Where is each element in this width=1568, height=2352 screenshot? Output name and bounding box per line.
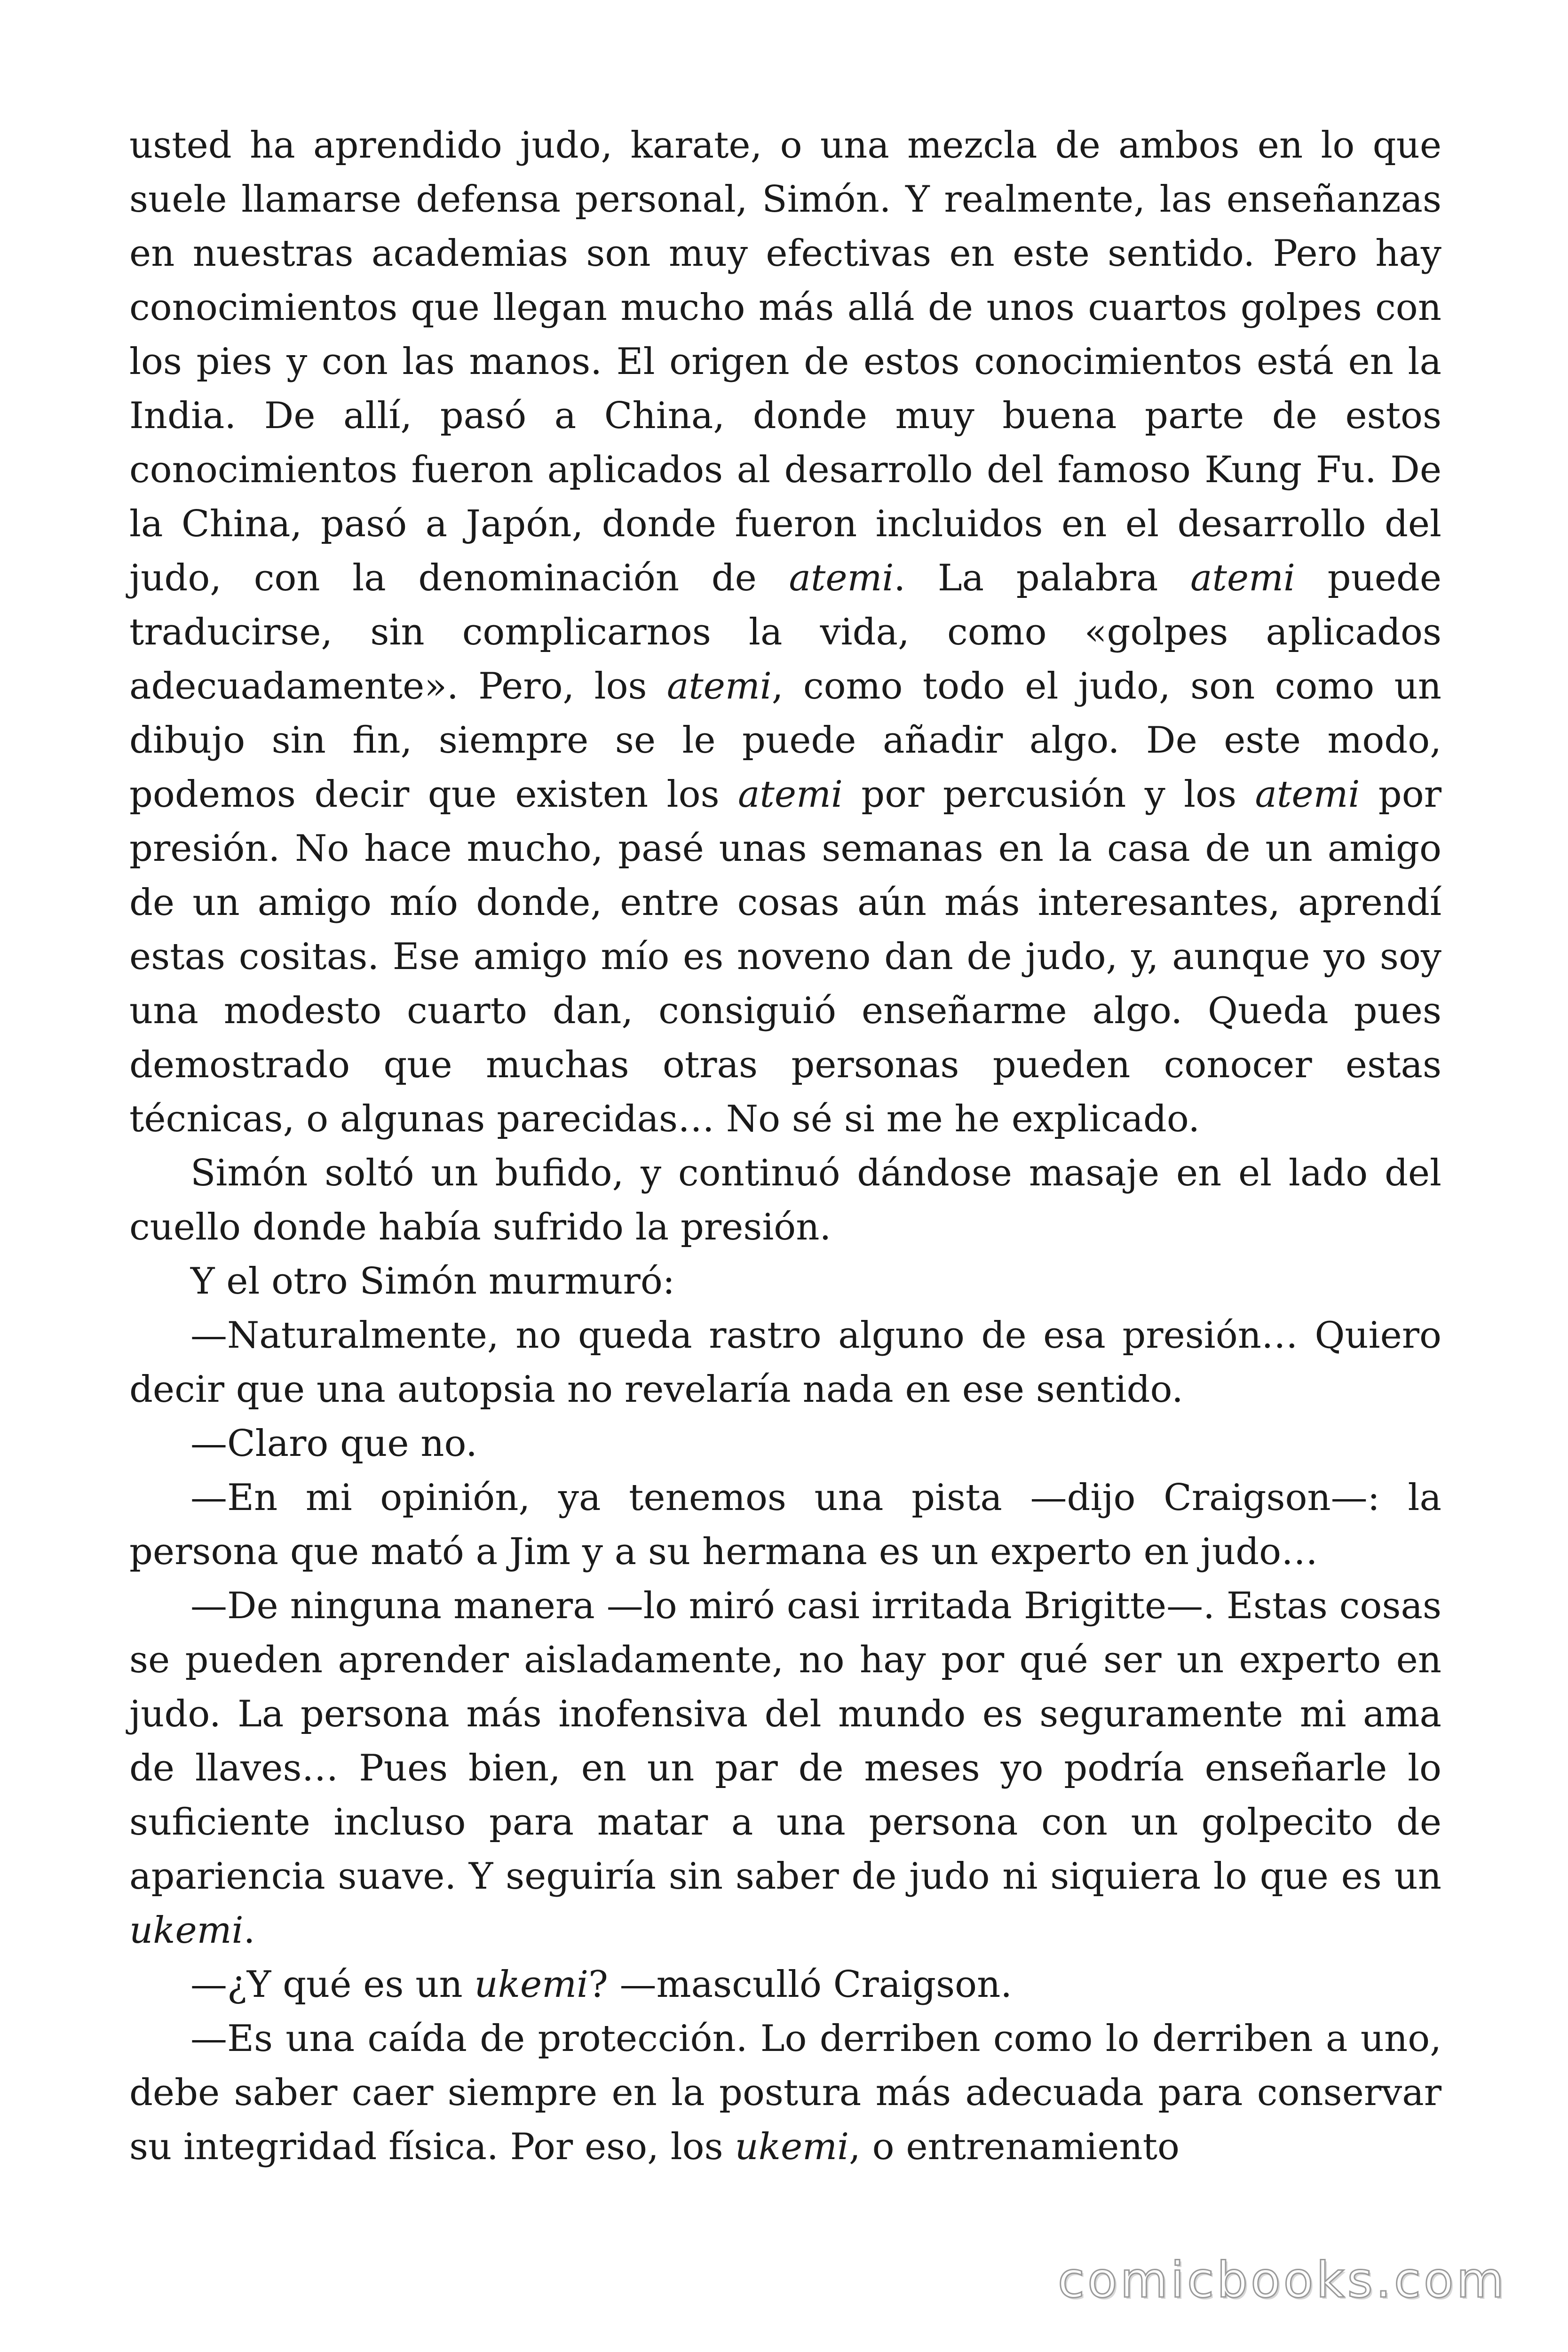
text-run: —En mi opinión, ya tenemos una pista —dijo Craigson—: la persona que mató a Jim y a su hermana es un experto en judo… (129, 1477, 1441, 1573)
paragraph (129, 1579, 1441, 1958)
paragraph (129, 1958, 1441, 2012)
paragraph (129, 1471, 1441, 1579)
text-run: . (243, 1909, 255, 1952)
italic-term: atemi (738, 773, 843, 816)
italic-term: ukemi (735, 2126, 849, 2168)
text-run: , o entrenamiento (849, 2126, 1180, 2168)
text-run: Y el otro Simón murmuró: (190, 1260, 675, 1303)
text-run: —Naturalmente, no queda rastro alguno de esa presión… Quiero decir que una autopsia no revelaría nada en ese sentido. (129, 1314, 1441, 1411)
italic-term: atemi (789, 557, 894, 599)
text-run: Simón soltó un bufido, y continuó dándose masaje en el lado del cuello donde había sufrido la presión. (129, 1152, 1441, 1248)
paragraph (129, 1146, 1441, 1255)
text-run: puede traducirse, sin complicarnos la vida, como «golpes aplicados adecuadamente». Pero, los (129, 557, 1441, 707)
paragraph (129, 1309, 1441, 1417)
watermark: comicbooks.com (1057, 2251, 1507, 2309)
italic-term: ukemi (474, 1963, 589, 2006)
text-run: —De ninguna manera —lo miró casi irritada Brigitte—. Estas cosas se pueden aprender aisladamente, no hay por qué ser un experto en judo. La persona más inofensiva del mundo es seguramente mi ama de llaves… Pues bien, en un par de meses yo podría enseñarle lo suficiente incluso para matar a una persona con un golpecito de apariencia suave. Y seguiría sin saber de judo ni siquiera lo que es un (129, 1585, 1441, 1898)
text-run: —¿Y qué es un (190, 1963, 475, 2006)
text-run: ? —masculló Craigson. (588, 1963, 1013, 2006)
text-run: por percusión y los (842, 773, 1255, 816)
italic-term: atemi (666, 665, 772, 707)
italic-term: ukemi (129, 1909, 244, 1952)
text-run: . La palabra (894, 557, 1191, 599)
paragraph (129, 1417, 1441, 1471)
text-run: usted ha aprendido judo, karate, o una mezcla de ambos en lo que suele llamarse defensa personal, Simón. Y realmente, las enseñanzas en nuestras academias son muy efectivas en este sentido. Pero hay conocimientos que llegan mucho más allá de unos cuartos golpes con los pies y con las manos. El origen de estos conocimientos está en la India. De allí, pasó a China, donde muy buena parte de estos conocimientos fueron aplicados al desarrollo del famoso Kung Fu. De la China, pasó a Japón, donde fueron incluidos en el desarrollo del judo, con la denominación de (129, 124, 1441, 599)
text-run: —Claro que no. (190, 1422, 477, 1465)
page-body (129, 119, 1441, 2174)
italic-term: atemi (1255, 773, 1360, 816)
text-run: , como todo el judo, son como un dibujo sin fin, siempre se le puede añadir algo. De este modo, podemos decir que existen los (129, 665, 1441, 816)
text-run: —Es una caída de protección. Lo derriben como lo derriben a uno, debe saber caer siempre en la postura más adecuada para conservar su integridad física. Por eso, los (129, 2018, 1441, 2168)
italic-term: atemi (1190, 557, 1295, 599)
paragraph (129, 119, 1441, 1146)
text-run: por presión. No hace mucho, pasé unas semanas en la casa de un amigo de un amigo mío donde, entre cosas aún más interesantes, aprendí estas cositas. Ese amigo mío es noveno dan de judo, y, aunque yo soy una modesto cuarto dan, consiguió enseñarme algo. Queda pues demostrado que muchas otras personas pueden conocer estas técnicas, o algunas parecidas… No sé si me he explicado. (129, 773, 1441, 1140)
paragraph (129, 1255, 1441, 1309)
paragraph (129, 2012, 1441, 2174)
